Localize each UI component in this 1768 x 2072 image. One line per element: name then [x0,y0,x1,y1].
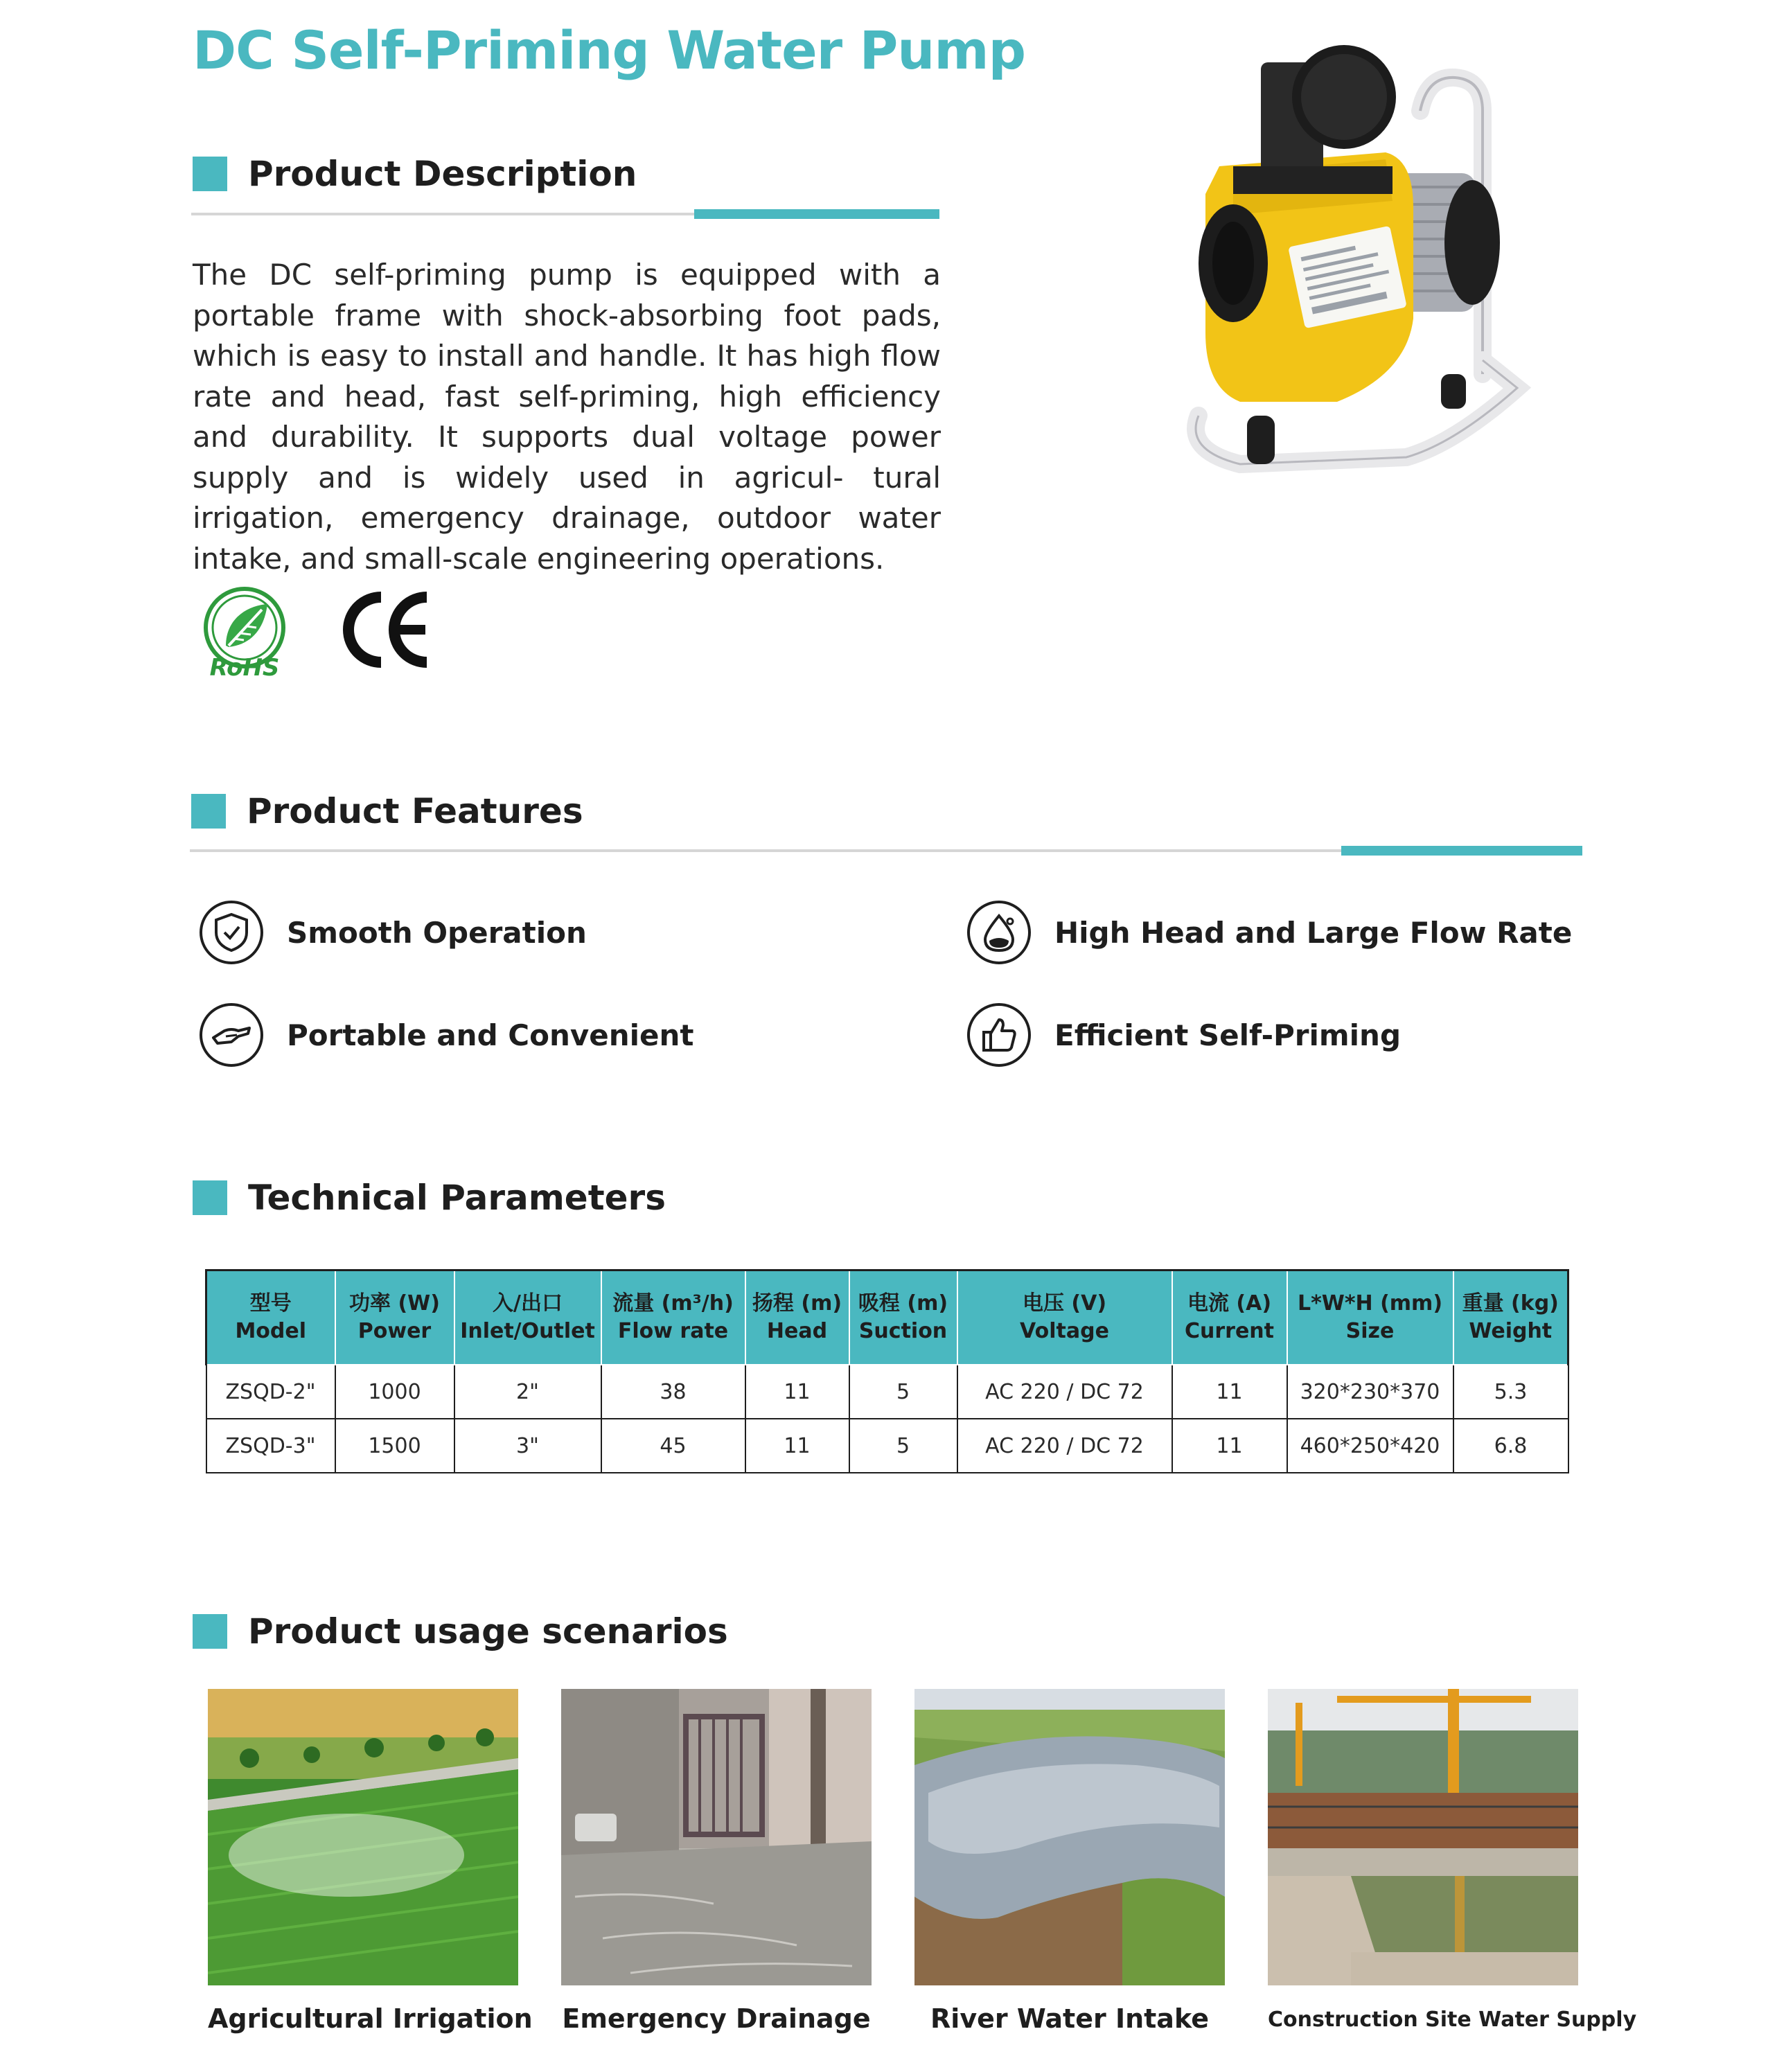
table-cell: 11 [745,1365,849,1419]
table-header-cell: 型号 Model [206,1270,335,1365]
feature-item [967,901,1572,964]
feature-item [967,1003,1401,1067]
scenario-caption: Agricultural Irrigation [208,2003,533,2034]
table-cell: 5 [849,1419,957,1473]
table-cell: 1000 [335,1365,454,1419]
table-header-cell: 功率 (W) Power [335,1270,454,1365]
water-drop-icon [967,901,1031,964]
feature-label: Smooth Operation [287,915,587,950]
feature-label: Efficient Self-Priming [1054,1018,1402,1052]
table-cell: 2" [454,1365,601,1419]
table-cell: ZSQD-3" [206,1419,335,1473]
table-header-row [206,1270,1568,1365]
table-row [206,1365,1568,1419]
table-cell: ZSQD-2" [206,1365,335,1419]
rohs-logo [198,585,291,682]
table-cell: 11 [1172,1419,1287,1473]
section-marker [191,794,226,829]
scenario-image-agricultural-irrigation [208,1689,518,1985]
table-header-cell: 流量 (m³/h) Flow rate [601,1270,745,1365]
section-heading-text: Technical Parameters [248,1178,666,1218]
section-heading-features [191,791,583,831]
shield-check-icon [200,901,263,964]
feature-item [200,1003,693,1067]
feature-item [200,901,587,964]
pump-product-image [1157,28,1545,485]
thumbs-up-icon [967,1003,1031,1067]
product-description-text: The DC self-priming pump is equipped with a portable frame with shock-absorbing foot pads, which is easy to install and handle. It has high flow rate and head, fast self-priming, high efficiency and durability. It supports dual voltage power supply and is widely used in agricul- tural irrigation, emergency drainage, outdoor water intake, and small-scale engineering operations. [193,258,941,576]
scenario-image-river-water-intake [914,1689,1225,1985]
page-title: DC Self-Priming Water Pump [193,19,1025,81]
table-header-cell: 扬程 (m) Head [745,1270,849,1365]
section-marker [193,1614,227,1649]
table-cell: 45 [601,1419,745,1473]
table-row [206,1419,1568,1473]
hand-icon [200,1003,263,1067]
table-cell: AC 220 / DC 72 [957,1419,1172,1473]
table-cell: AC 220 / DC 72 [957,1365,1172,1419]
scenario-image-construction-site-water-supply [1268,1689,1578,1985]
feature-label: Portable and Convenient [287,1018,694,1052]
section-heading-parameters [193,1178,666,1218]
section-heading-text: Product Features [247,791,583,831]
table-header-cell: 吸程 (m) Suction [849,1270,957,1365]
section-heading-text: Product usage scenarios [248,1611,728,1652]
table-header-cell: 重量 (kg) Weight [1453,1270,1568,1365]
scenario-caption: Emergency Drainage [562,2003,871,2034]
table-header-cell: 入/出口 Inlet/Outlet [454,1270,601,1365]
technical-parameters-table [205,1269,1569,1473]
table-header-cell: 电流 (A) Current [1172,1270,1287,1365]
table-cell: 5.3 [1453,1365,1568,1419]
scenario-image-emergency-drainage [561,1689,872,1985]
section-heading-text: Product Description [248,154,637,194]
table-header-cell: L*W*H (mm) Size [1287,1270,1453,1365]
table-cell: 38 [601,1365,745,1419]
table-header-cell: 电压 (V) Voltage [957,1270,1172,1365]
section-divider-accent [1341,846,1582,856]
table-cell: 11 [1172,1365,1287,1419]
scenario-caption: Construction Site Water Supply [1268,2008,1637,2032]
section-heading-scenarios [193,1611,728,1652]
table-cell: 5 [849,1365,957,1419]
scenario-caption: River Water Intake [930,2003,1209,2034]
section-heading-description [193,154,637,194]
table-cell: 3" [454,1419,601,1473]
table-cell: 11 [745,1419,849,1473]
ce-mark-logo [342,590,432,669]
table-cell: 320*230*370 [1287,1365,1453,1419]
rohs-label: RoHS [209,654,280,682]
section-marker [193,1180,227,1215]
table-cell: 460*250*420 [1287,1419,1453,1473]
table-cell: 1500 [335,1419,454,1473]
section-divider-accent [694,209,939,219]
table-cell: 6.8 [1453,1419,1568,1473]
section-marker [193,157,227,191]
feature-label: High Head and Large Flow Rate [1054,915,1573,950]
